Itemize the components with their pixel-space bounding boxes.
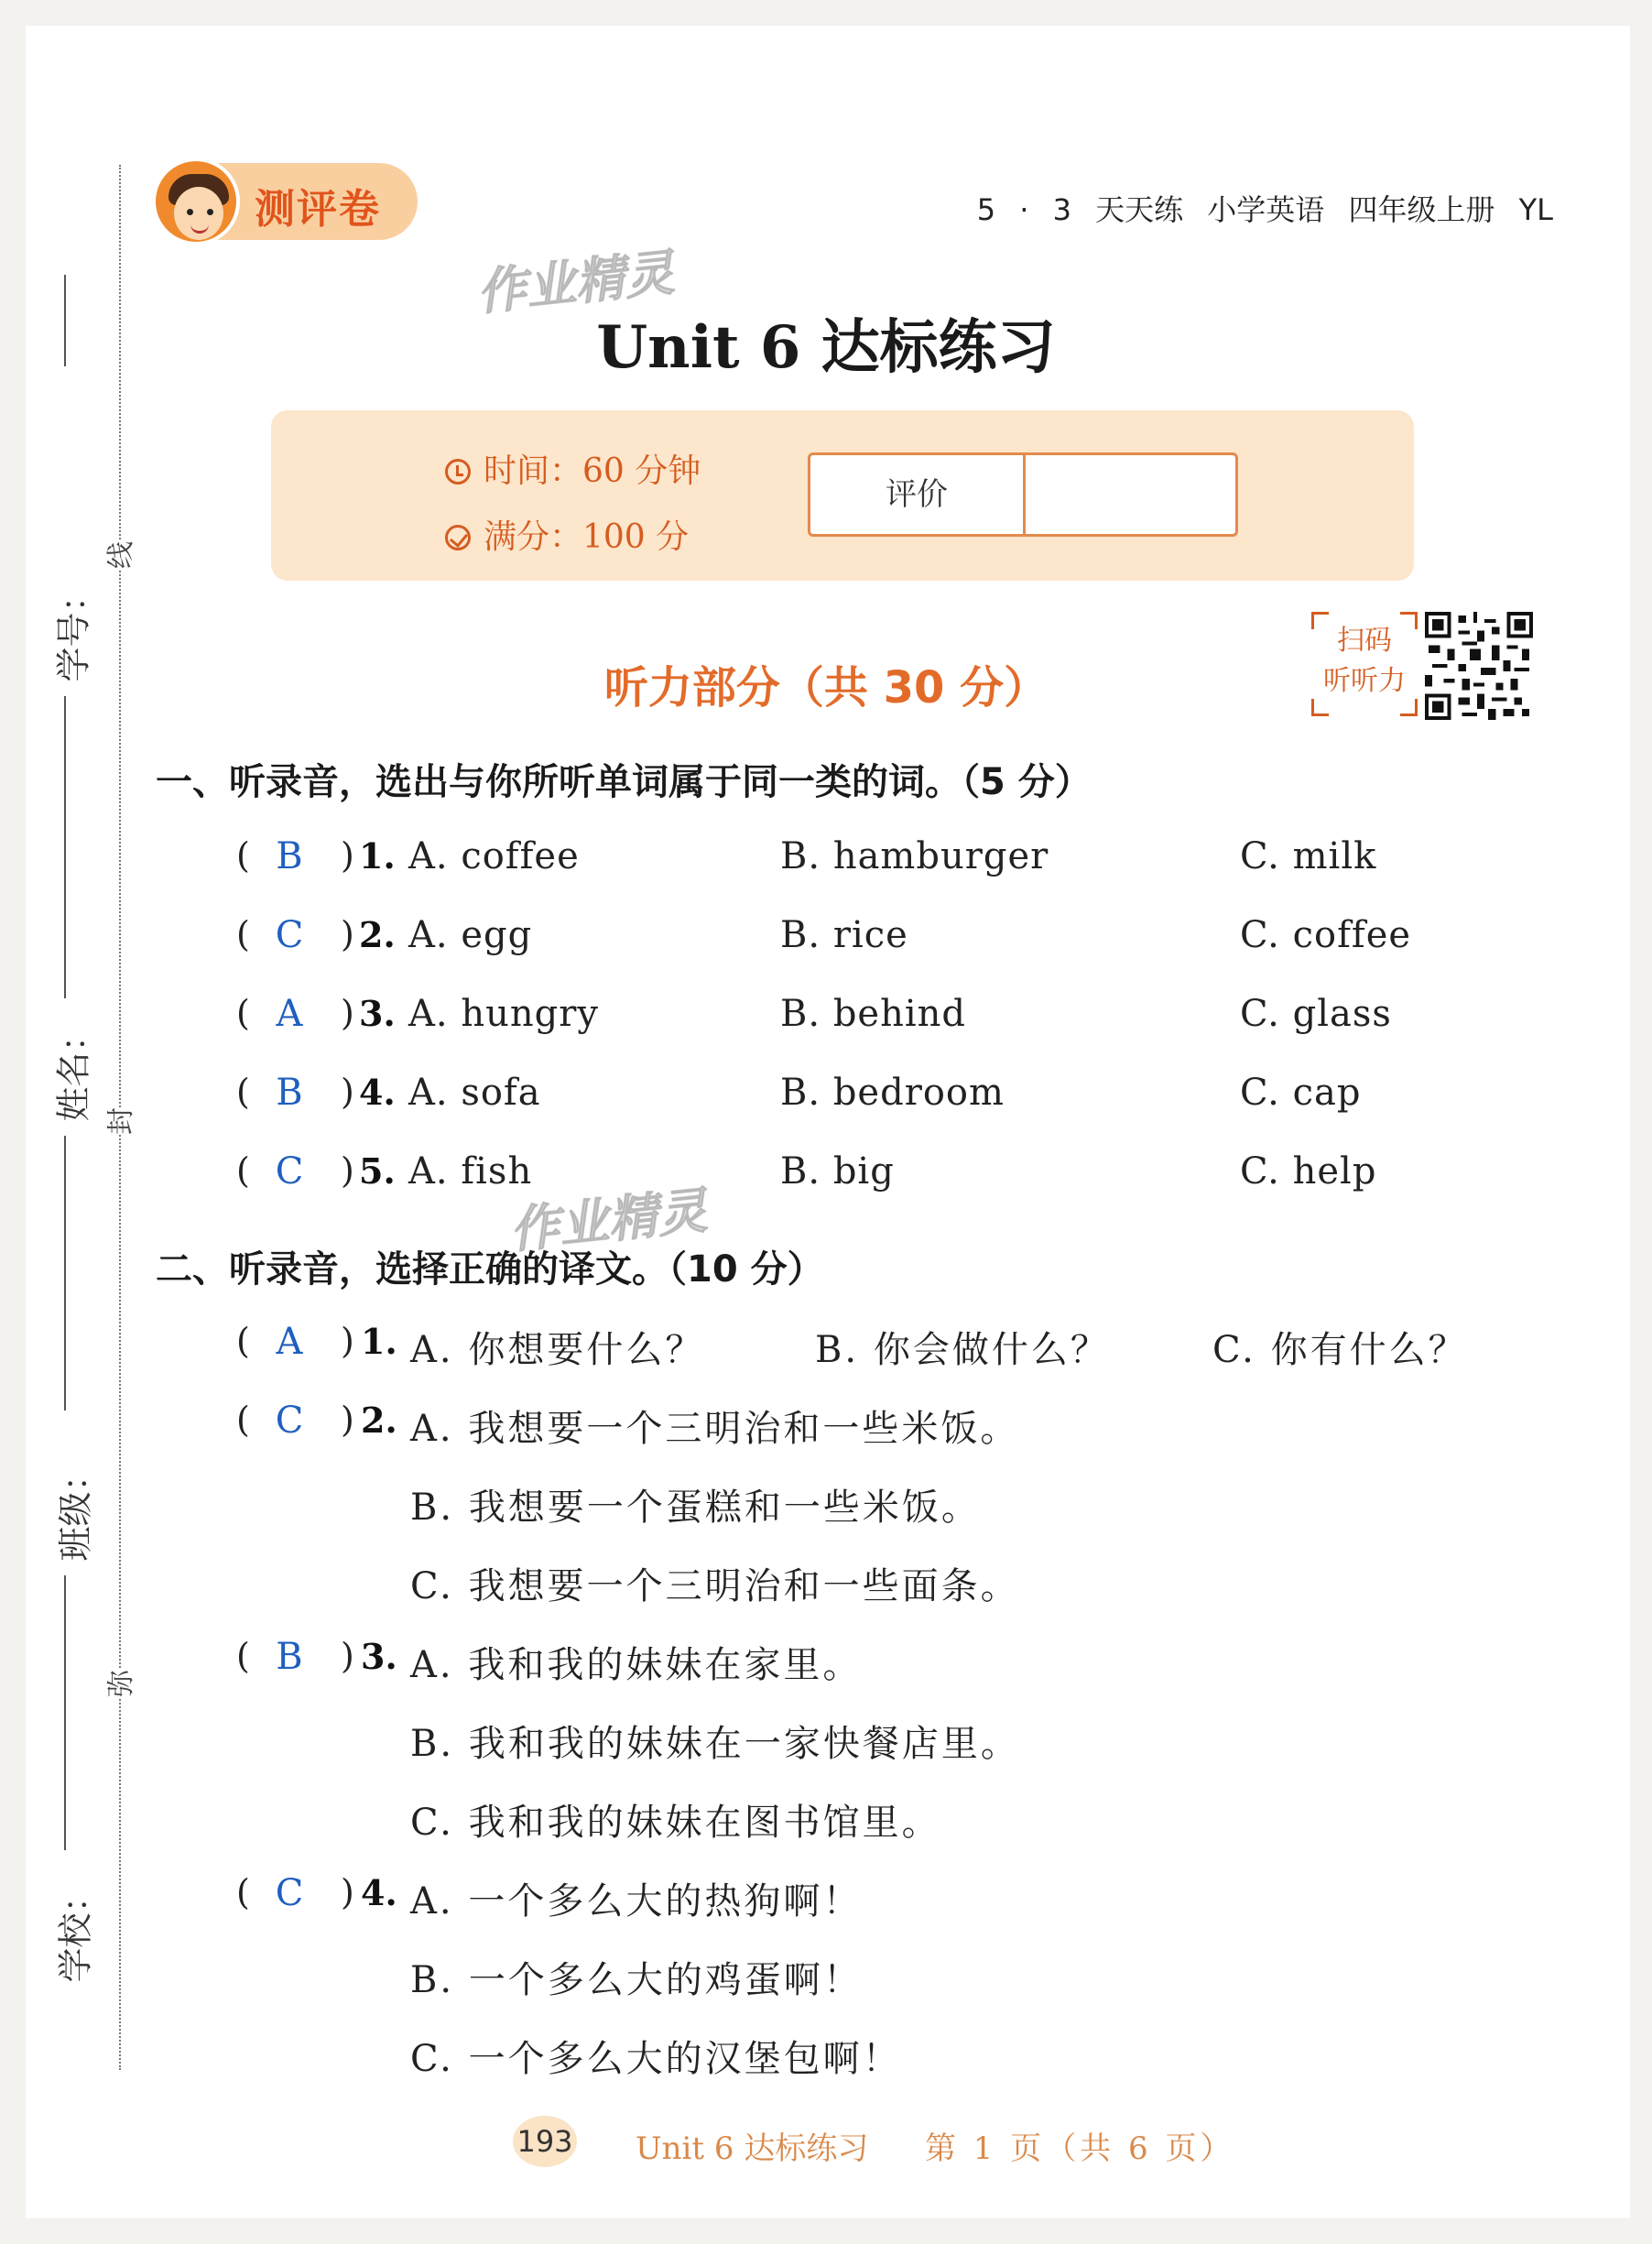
evaluation-box: [808, 452, 1238, 537]
question-number: 1.: [359, 835, 396, 877]
option-b: B. 一个多么大的鸡蛋啊！: [410, 1959, 863, 2001]
answer-mark: C: [275, 1150, 304, 1193]
qr-label: [1311, 612, 1418, 716]
student-id-label: 学号：: [53, 577, 94, 682]
page-title: Unit 6 达标练习: [596, 313, 1056, 382]
option-a: A. 你想要什么？: [410, 1329, 705, 1371]
answer-mark: A: [276, 1321, 303, 1363]
option-c: C. cap: [1240, 1072, 1362, 1114]
option-a: A. 一个多么大的热狗啊！: [410, 1880, 863, 1923]
cut-char-mi: 弥: [94, 1670, 142, 1697]
option-c: C. 你有什么？: [1212, 1329, 1468, 1371]
answer-mark: A: [276, 993, 303, 1035]
option-b: B. rice: [780, 914, 908, 956]
name-label: 姓名：: [53, 1017, 94, 1122]
answer-mark: B: [276, 1636, 303, 1678]
question-number: 5.: [359, 1150, 396, 1192]
watermark-middle: 作业精灵: [506, 1181, 711, 1260]
option-b: B. hamburger: [780, 835, 1049, 877]
class-label: 班级：: [55, 1456, 96, 1562]
option-b: B. 我和我的妹妹在一家快餐店里。: [410, 1723, 1020, 1765]
answer-mark: B: [276, 1072, 303, 1114]
name-underline: [64, 696, 66, 998]
time-line: [445, 445, 701, 492]
check-icon: [445, 525, 471, 550]
answer-mark: C: [275, 1872, 304, 1914]
part2-title: 二、听录音，选择正确的译文。（10 分）: [156, 1248, 824, 1291]
score-line: [445, 511, 689, 558]
option-c: C. 一个多么大的汉堡包啊！: [410, 2038, 902, 2080]
evaluation-label: 评价: [810, 455, 1026, 534]
series-info: 5 · 3 天天练 小学英语 四年级上册 YL: [976, 192, 1553, 227]
class-underline: [64, 1136, 66, 1411]
footer-page-count: 第 1 页（共 6 页）: [925, 2130, 1235, 2167]
option-b: B. behind: [780, 993, 967, 1035]
option-a: A. coffee: [408, 835, 580, 877]
clock-icon: [445, 459, 471, 485]
score-text: 满分：100 分: [484, 518, 690, 556]
option-a: A. 我和我的妹妹在家里。: [410, 1644, 863, 1686]
question-number: 2.: [361, 1400, 397, 1441]
option-c: C. milk: [1240, 835, 1377, 877]
cut-char-feng: 封: [94, 1107, 142, 1135]
option-c: C. glass: [1240, 993, 1392, 1035]
qr-label-line2: 听听力: [1323, 665, 1406, 697]
answer-mark: C: [275, 914, 304, 956]
option-b: B. 你会做什么？: [815, 1329, 1110, 1371]
cut-char-xian: 线: [94, 541, 142, 569]
part1-title: 一、听录音，选出与你所听单词属于同一类的词。（5 分）: [156, 761, 1092, 803]
option-c: C. help: [1240, 1150, 1377, 1193]
option-b: B. big: [780, 1150, 895, 1193]
watermark-top: 作业精灵: [473, 243, 678, 322]
option-c: C. 我想要一个三明治和一些面条。: [410, 1565, 1020, 1607]
qr-label-line1: 扫码: [1337, 625, 1392, 657]
mascot-avatar-icon: [152, 158, 240, 245]
question-number: 3.: [361, 1636, 397, 1677]
question-number: 4.: [361, 1872, 397, 1913]
footer-unit: Unit 6 达标练习: [636, 2130, 869, 2167]
option-b: B. bedroom: [780, 1072, 1005, 1114]
badge-label: 测评卷: [255, 186, 381, 233]
question-number: 1.: [361, 1321, 397, 1362]
option-a: A. sofa: [408, 1072, 541, 1114]
page-number: 193: [513, 2116, 577, 2167]
school-underline: [64, 1575, 66, 1850]
question-number: 4.: [359, 1072, 396, 1113]
info-box: [271, 410, 1414, 581]
option-a: A. egg: [408, 914, 533, 956]
question-number: 2.: [359, 914, 396, 955]
qr-code-icon[interactable]: [1425, 612, 1533, 720]
option-a: A. 我想要一个三明治和一些米饭。: [410, 1408, 1020, 1450]
listening-heading: 听力部分（共 30 分）: [603, 662, 1049, 714]
option-a: A. hungry: [408, 993, 599, 1035]
question-number: 3.: [359, 993, 396, 1034]
option-c: C. 我和我的妹妹在图书馆里。: [410, 1802, 941, 1844]
answer-mark: C: [275, 1400, 304, 1442]
option-b: B. 我想要一个蛋糕和一些米饭。: [410, 1487, 981, 1529]
option-c: C. coffee: [1240, 914, 1412, 956]
school-label: 学校：: [55, 1878, 96, 1983]
option-a: A. fish: [408, 1150, 533, 1193]
time-text: 时间：60 分钟: [484, 452, 701, 490]
test-badge: [152, 163, 418, 240]
answer-mark: B: [276, 835, 303, 877]
